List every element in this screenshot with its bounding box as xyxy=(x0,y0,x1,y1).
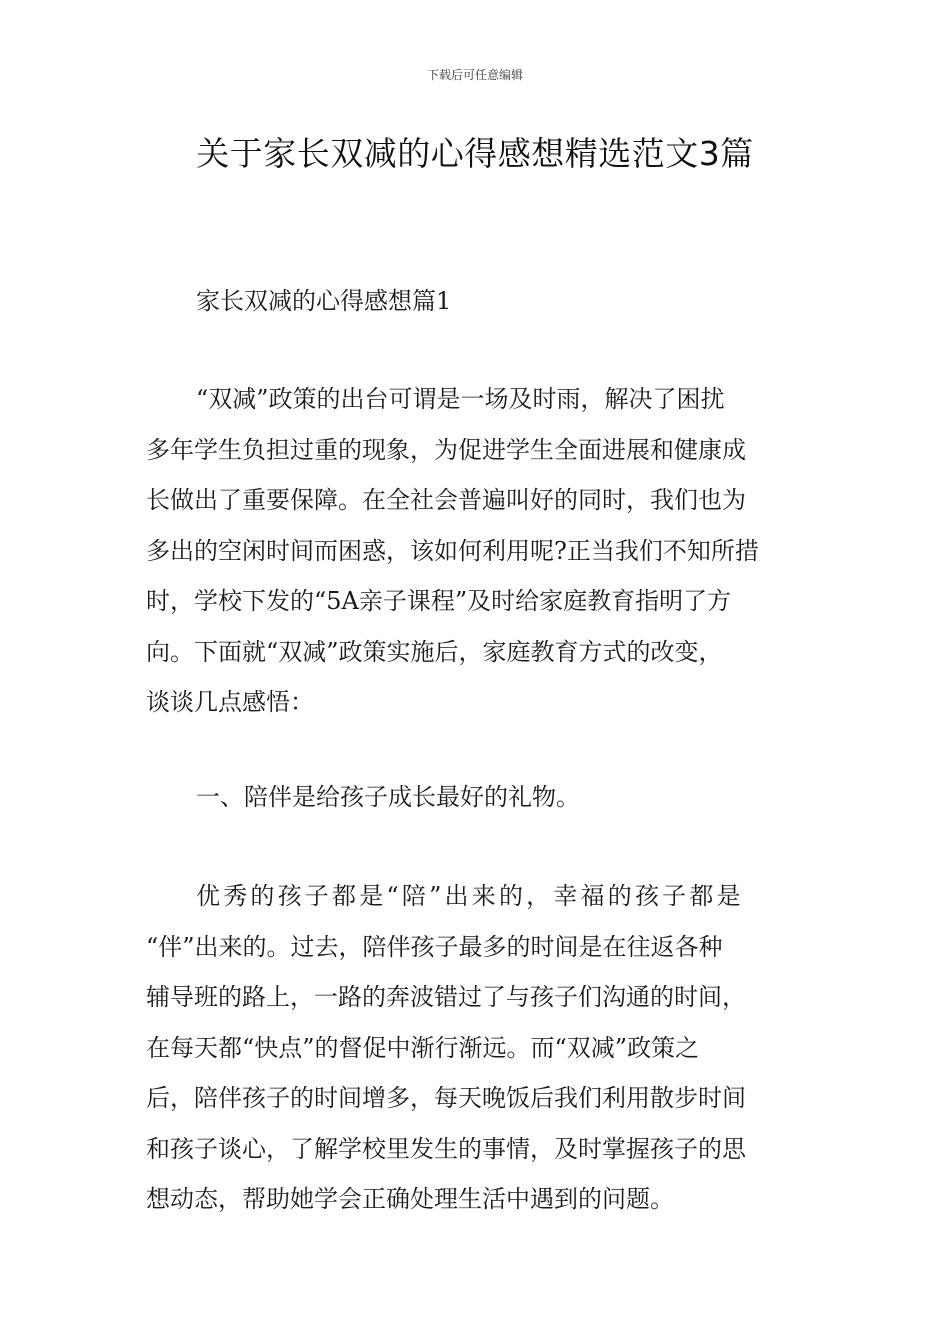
paragraph-line: 长做出了重要保障。在全社会普遍叫好的同时，我们也为 xyxy=(146,486,746,514)
paragraph-line: 谈谈几点感悟： xyxy=(146,688,314,716)
paragraph-line: 和孩子谈心，了解学校里发生的事情，及时掌握孩子的思 xyxy=(146,1134,746,1163)
subheading: 一、陪伴是给孩子成长最好的礼物。 xyxy=(196,783,580,811)
document-title: 关于家长双减的心得感想精选范文3篇 xyxy=(196,134,754,173)
paragraph-line: 多出的空闲时间而困惑，该如何利用呢?正当我们不知所措 xyxy=(146,536,759,565)
paragraph-line: 后，陪伴孩子的时间增多，每天晚饭后我们利用散步时间 xyxy=(146,1084,746,1112)
paragraph-line: 在每天都“快点”的督促中渐行渐远。而“双减”政策之 xyxy=(146,1033,700,1062)
paragraph-line: 想动态，帮助她学会正确处理生活中遇到的问题。 xyxy=(146,1185,674,1213)
paragraph-intro xyxy=(146,374,810,728)
paragraph-line: “伴”出来的。过去，陪伴孩子最多的时间是在往返各种 xyxy=(146,932,723,961)
paragraph-line: 时，学校下发的“5A亲子课程”及时给家庭教育指明了方 xyxy=(146,587,732,615)
section-heading: 家长双减的心得感想篇1 xyxy=(196,287,452,315)
paragraph-line: “双减”政策的出台可谓是一场及时雨，解决了困扰 xyxy=(196,385,725,413)
paragraph-companionship xyxy=(146,871,810,1225)
paragraph-line: 多年学生负担过重的现象，为促进学生全面进展和健康成 xyxy=(146,435,746,464)
paragraph-line: 向。下面就“双减”政策实施后，家庭教育方式的改变， xyxy=(146,637,723,666)
header-note: 下载后可任意编辑 xyxy=(426,68,523,82)
paragraph-line: 辅导班的路上，一路的奔波错过了与孩子们沟通的时间， xyxy=(146,983,746,1011)
paragraph-line: 优秀的孩子都是“陪”出来的，幸福的孩子都是 xyxy=(196,882,744,910)
